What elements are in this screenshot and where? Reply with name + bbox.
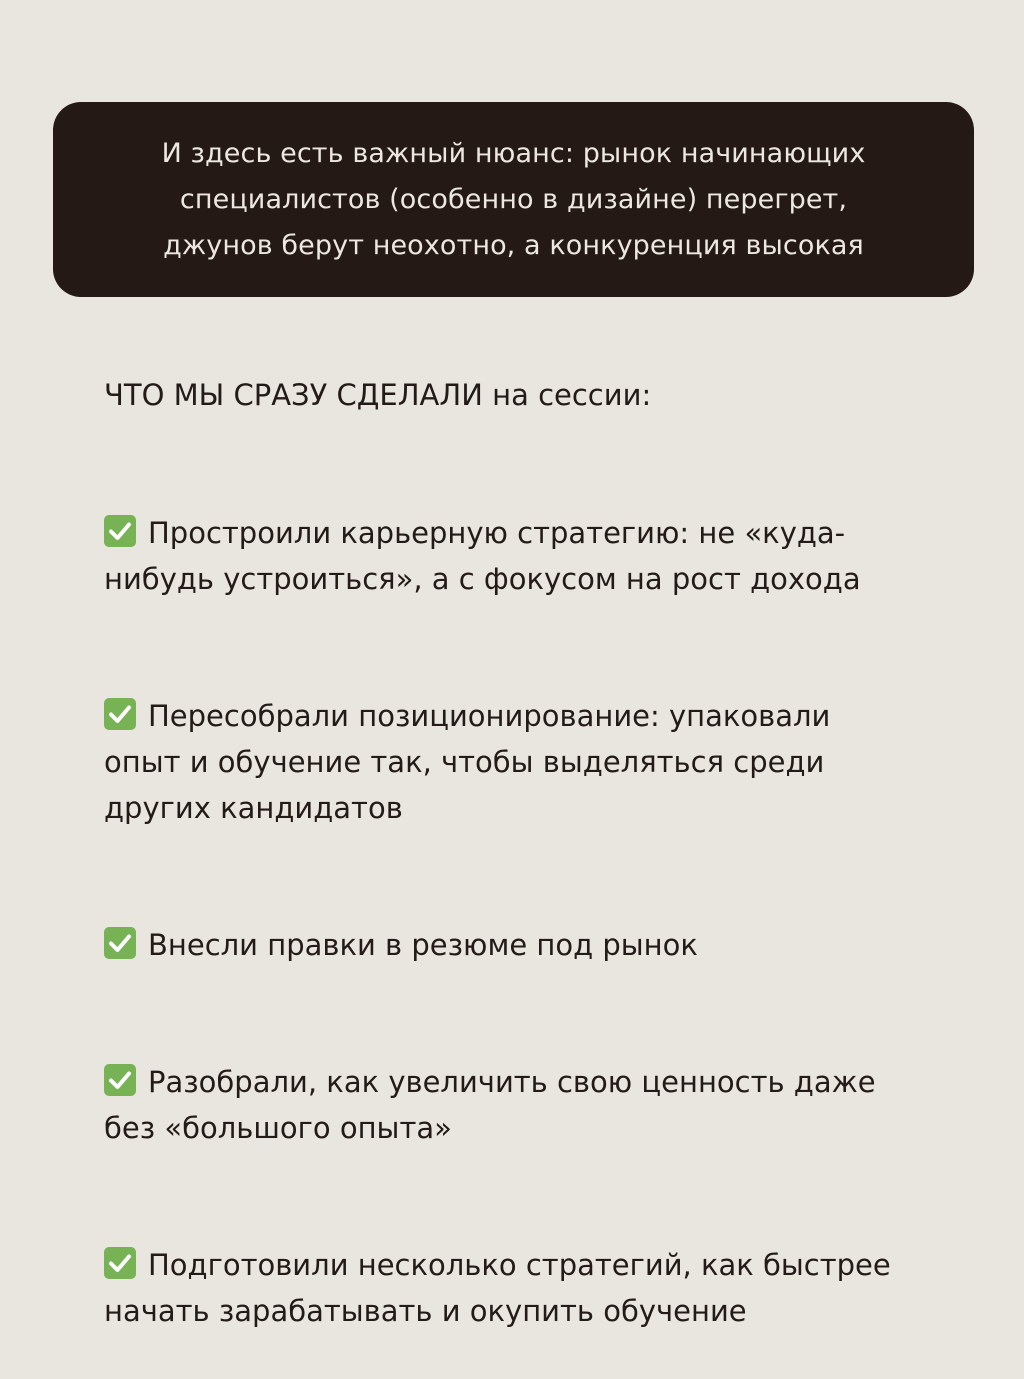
heading-caps: ЧТО МЫ СРАЗУ СДЕЛАЛИ — [104, 378, 483, 412]
checklist-item-text: Простроили карьерную стратегию: не «куда- нибудь устроиться», а с фокусом на рост дохода — [104, 516, 861, 596]
checklist-item — [104, 464, 964, 602]
checklist-item — [104, 876, 964, 968]
checklist-item — [104, 647, 964, 831]
checklist-item — [104, 1013, 964, 1151]
check-mark-button-icon — [104, 698, 136, 730]
heading-rest: на сессии: — [482, 378, 652, 412]
callout-box — [53, 102, 974, 297]
check-mark-button-icon — [104, 515, 136, 547]
checklist-item — [104, 1196, 964, 1334]
section-heading — [104, 372, 651, 418]
checklist-item-text: Пересобрали позиционирование: упаковали опыт и обучение так, чтобы выделяться среди других кандидатов — [104, 699, 831, 825]
checklist — [104, 464, 964, 1379]
check-mark-button-icon — [104, 1247, 136, 1279]
checklist-item-text: Разобрали, как увеличить свою ценность даже без «большого опыта» — [104, 1065, 876, 1145]
check-mark-button-icon — [104, 927, 136, 959]
checklist-item-text: Подготовили несколько стратегий, как быстрее начать зарабатывать и окупить обучение — [104, 1248, 891, 1328]
check-mark-button-icon — [104, 1064, 136, 1096]
checklist-item-text: Внесли правки в резюме под рынок — [148, 928, 698, 962]
callout-text: И здесь есть важный нюанс: рынок начинающих специалистов (особенно в дизайне) перегрет, джунов берут неохотно, а конкуренция высокая — [161, 137, 866, 261]
